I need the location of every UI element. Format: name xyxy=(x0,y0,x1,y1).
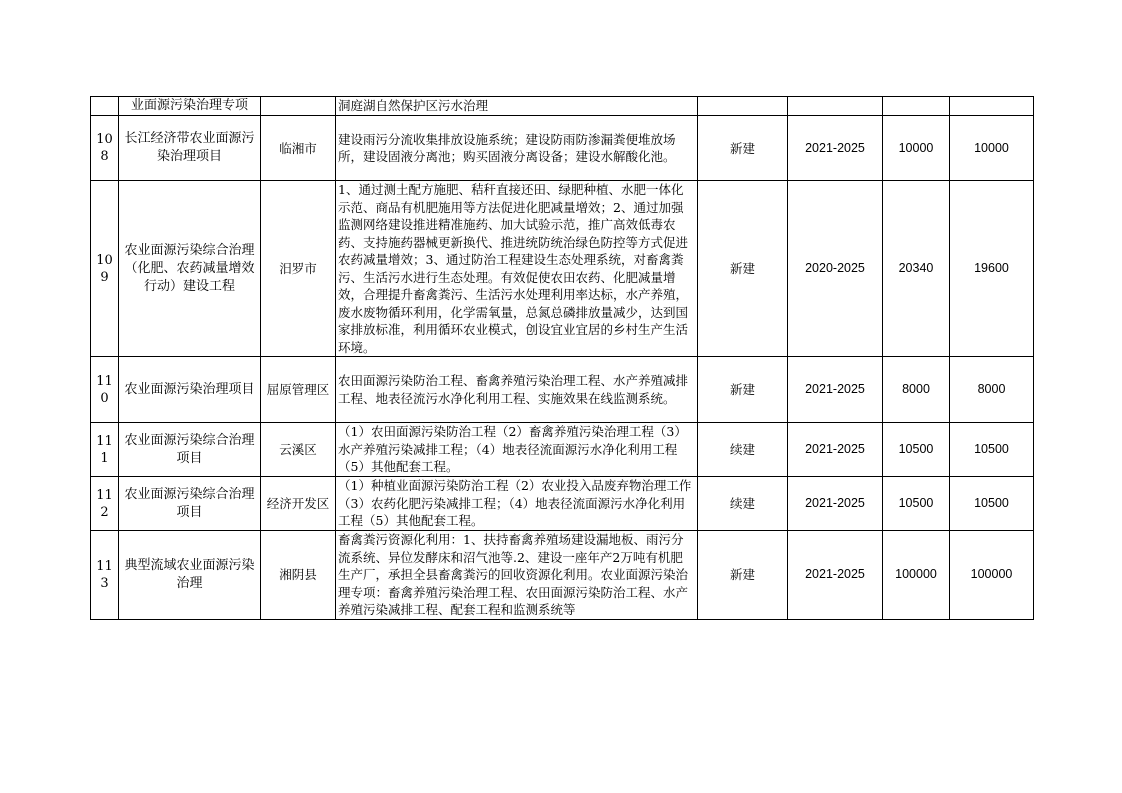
planned-investment: 8000 xyxy=(950,357,1034,423)
project-period: 2020-2025 xyxy=(788,181,883,357)
project-location: 屈原管理区 xyxy=(261,357,336,423)
project-table xyxy=(90,96,1034,620)
table-row xyxy=(91,531,1034,620)
row-number: 111 xyxy=(91,423,119,477)
project-period: 2021-2025 xyxy=(788,357,883,423)
project-period: 2021-2025 xyxy=(788,477,883,531)
project-content: 洞庭湖自然保护区污水治理 xyxy=(336,97,698,116)
planned-investment: 100000 xyxy=(950,531,1034,620)
project-type xyxy=(698,97,788,116)
project-name: 农业面源污染治理项目 xyxy=(119,357,261,423)
project-location xyxy=(261,97,336,116)
project-name: 农业面源污染综合治理项目 xyxy=(119,423,261,477)
project-content: 畜禽粪污资源化利用：1、扶持畜禽养殖场建设漏地板、雨污分流系统、异位发酵床和沼气池等.2、建设一座年产2万吨有机肥生产厂，承担全县畜禽粪污的回收资源化利用。农业面源污染治理专项：畜禽养殖污染治理工程、农田面源污染防治工程、水产养殖污染减排工程、配套工程和监测系统等 xyxy=(336,531,698,620)
table-row xyxy=(91,181,1034,357)
planned-investment: 10500 xyxy=(950,477,1034,531)
project-location: 汨罗市 xyxy=(261,181,336,357)
row-number: 110 xyxy=(91,357,119,423)
row-number: 109 xyxy=(91,181,119,357)
project-content: 建设雨污分流收集排放设施系统；建设防雨防渗漏粪便堆放场所，建设固液分离池；购买固液分离设备；建设水解酸化池。 xyxy=(336,116,698,181)
total-investment: 10500 xyxy=(883,423,950,477)
project-period: 2021-2025 xyxy=(788,423,883,477)
table-row xyxy=(91,357,1034,423)
project-location: 临湘市 xyxy=(261,116,336,181)
table-row xyxy=(91,97,1034,116)
planned-investment: 19600 xyxy=(950,181,1034,357)
project-name: 典型流域农业面源污染治理 xyxy=(119,531,261,620)
project-name: 业面源污染治理专项 xyxy=(119,97,261,116)
project-type: 新建 xyxy=(698,181,788,357)
total-investment: 8000 xyxy=(883,357,950,423)
total-investment: 10500 xyxy=(883,477,950,531)
project-name: 农业面源污染综合治理项目 xyxy=(119,477,261,531)
project-content: 1、通过测土配方施肥、秸秆直接还田、绿肥种植、水肥一体化示范、商品有机肥施用等方法促进化肥减量增效；2、通过加强监测网络建设推进精准施药、加大试验示范，推广高效低毒农药、支持施药器械更新换代、推进统防统治绿色防控等方式促进农药减量增效；3、通过防治工程建设生态处理系统，对畜禽粪污、生活污水进行生态处理。有效促使农田农药、化肥减量增效，合理提升畜禽粪污、生活污水处理利用率达标，水产养殖，废水废物循环利用，化学需氧量，总氮总磷排放量减少，达到国家排放标准，利用循环农业模式，创设宜业宜居的乡村生产生活环境。 xyxy=(336,181,698,357)
project-location: 湘阴县 xyxy=(261,531,336,620)
project-type: 新建 xyxy=(698,531,788,620)
table-row xyxy=(91,477,1034,531)
total-investment xyxy=(883,97,950,116)
planned-investment xyxy=(950,97,1034,116)
project-type: 续建 xyxy=(698,477,788,531)
project-period: 2021-2025 xyxy=(788,116,883,181)
project-period: 2021-2025 xyxy=(788,531,883,620)
project-type: 续建 xyxy=(698,423,788,477)
row-number: 112 xyxy=(91,477,119,531)
project-type: 新建 xyxy=(698,357,788,423)
project-content: 农田面源污染防治工程、畜禽养殖污染治理工程、水产养殖减排工程、地表径流污水净化利用工程、实施效果在线监测系统。 xyxy=(336,357,698,423)
total-investment: 100000 xyxy=(883,531,950,620)
total-investment: 20340 xyxy=(883,181,950,357)
planned-investment: 10500 xyxy=(950,423,1034,477)
project-location: 经济开发区 xyxy=(261,477,336,531)
row-number xyxy=(91,97,119,116)
project-location: 云溪区 xyxy=(261,423,336,477)
project-name: 长江经济带农业面源污染治理项目 xyxy=(119,116,261,181)
row-number: 113 xyxy=(91,531,119,620)
table-row xyxy=(91,116,1034,181)
planned-investment: 10000 xyxy=(950,116,1034,181)
project-content: （1）种植业面源污染防治工程（2）农业投入品废弃物治理工作（3）农药化肥污染减排工程；（4）地表径流面源污水净化利用工程（5）其他配套工程。 xyxy=(336,477,698,531)
project-type: 新建 xyxy=(698,116,788,181)
table-row xyxy=(91,423,1034,477)
total-investment: 10000 xyxy=(883,116,950,181)
project-period xyxy=(788,97,883,116)
project-content: （1）农田面源污染防治工程（2）畜禽养殖污染治理工程（3）水产养殖污染减排工程；（4）地表径流面源污水净化利用工程（5）其他配套工程。 xyxy=(336,423,698,477)
row-number: 108 xyxy=(91,116,119,181)
project-name: 农业面源污染综合治理（化肥、农药减量增效行动）建设工程 xyxy=(119,181,261,357)
